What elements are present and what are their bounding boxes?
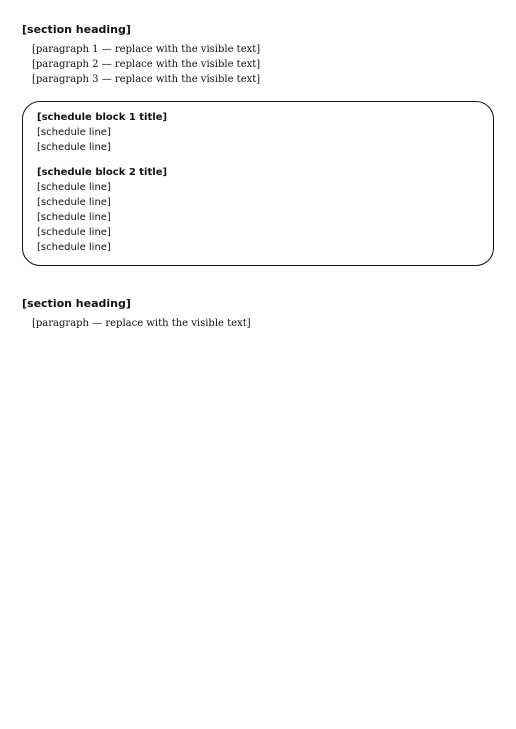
schedule-line: [schedule line]: [37, 212, 111, 223]
schedule-block: [37, 165, 479, 255]
schedule-line: [schedule line]: [37, 127, 111, 138]
essay-heading: [section heading]: [22, 297, 131, 310]
schedule-line: [schedule line]: [37, 182, 111, 193]
schedule-line: [schedule line]: [37, 142, 111, 153]
column-heading: [section heading]: [22, 23, 131, 36]
column-paragraph: [paragraph 2 — replace with the visible text]: [32, 59, 261, 70]
section-gap: [22, 282, 494, 296]
schedule-line: [schedule line]: [37, 227, 111, 238]
newsletter-page: [22, 22, 494, 331]
essay-paragraph: [paragraph — replace with the visible text]: [32, 318, 251, 329]
schedule-title: [schedule block 2 title]: [37, 167, 168, 178]
column-paragraph: [paragraph 3 — replace with the visible text]: [32, 74, 261, 85]
schedule-line: [schedule line]: [37, 197, 111, 208]
schedule-block: [37, 110, 479, 155]
schedule-line: [schedule line]: [37, 242, 111, 253]
schedule-spacer: [37, 155, 479, 165]
schedule-title: [schedule block 1 title]: [37, 112, 168, 123]
schedule-box: [22, 101, 494, 266]
column-paragraph: [paragraph 1 — replace with the visible text]: [32, 44, 261, 55]
